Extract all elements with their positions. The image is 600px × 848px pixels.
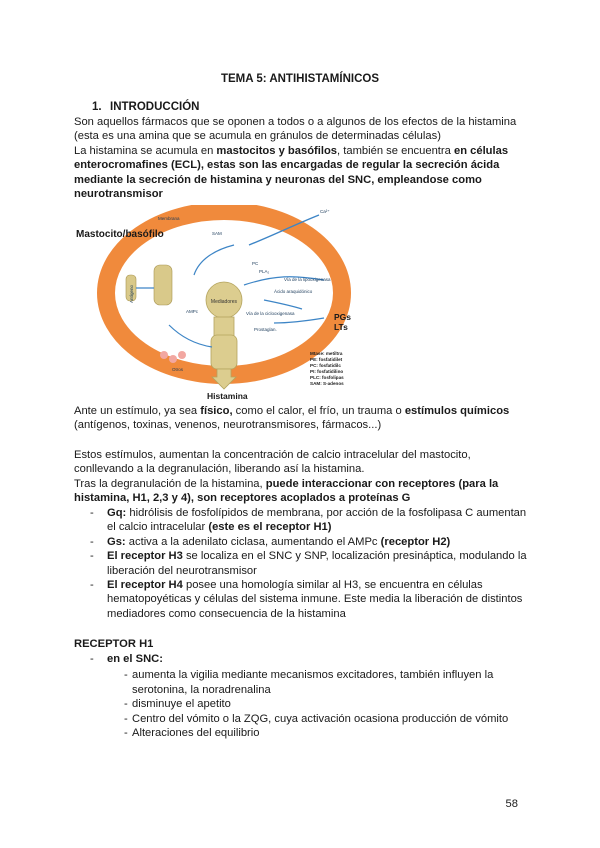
snc-item: [74, 652, 530, 666]
pla2-label: PLA₂: [259, 269, 270, 274]
receptor-item: [74, 506, 530, 535]
calcium-text: Estos estímulos, aumentan la concentración de calcio intracelular del mastocito, conllevando a la degranulación, liberando así la histamina.: [74, 449, 471, 476]
text-run: hidrólisis de fosfolípidos de membrana, por acción de la fosfolipasa C aumentan el calcio intracelular: [107, 507, 527, 534]
otros-label: Otros: [172, 367, 184, 372]
bold-run: en células enterocromafines (ECL), estas son las encargadas de regular la secreción ácida mediante la secreción de histamina y neuronas del SNC, empleandose como neurotransmisor: [74, 144, 509, 201]
text-run: disminuye el apetito: [132, 698, 231, 711]
figure-legend: [310, 351, 344, 387]
text-run: La histamina se acumula en: [74, 144, 217, 157]
text-run: como el calor, el frío, un trauma o: [232, 405, 405, 417]
bold-run: Gq:: [107, 507, 127, 519]
mast-cell-figure: [74, 205, 370, 401]
text-run: aumenta la vigilia mediante mecanismos excitadores, también influyen la serotonina, la noradrenalina: [132, 669, 494, 696]
section-number: 1.: [92, 101, 102, 113]
lts-label: LTs: [334, 322, 348, 332]
calcium-paragraph: [74, 448, 530, 506]
snc-label: en el SNC:: [107, 653, 163, 665]
text-run: , también se encuentra: [337, 144, 454, 157]
legend-item: PLC: fosfolipas: [310, 375, 344, 380]
bold-run: (receptor H2): [380, 535, 451, 548]
prostag-label: Prostaglan.: [254, 327, 277, 332]
receptor-shape: [154, 265, 172, 305]
h1-heading: RECEPTOR H1: [74, 638, 154, 650]
sam-label: SAM: [212, 231, 222, 236]
bold-run: Gs:: [107, 535, 126, 548]
receptor-item: [74, 578, 530, 621]
text-run: (antígenos, toxinas, venenos, neurotransmisores, fármacos...): [74, 419, 382, 432]
bold-run: (este es el receptor H1): [208, 521, 332, 534]
intro-paragraph-2: [74, 144, 530, 202]
bold-run: mastocitos y basófilos: [216, 144, 338, 157]
text-run: Alteraciones del equilibrio: [132, 727, 260, 740]
center-label: Mediadores: [210, 299, 238, 305]
receptor-item: [74, 535, 530, 549]
h1-effect-item: - Centro del vómito o la ZQG, cuya activación ocasiona producción de vómito: [124, 712, 509, 725]
pgs-label: PGs: [334, 312, 352, 322]
bold-run: puede interaccionar con receptores (para la histamina, H1, 2,3 y 4), son receptores acoplados a proteínas G: [74, 477, 499, 505]
text-run: Tras la degranulación de la histamina,: [74, 477, 266, 490]
text-run: posee una homología similar al H3, se encuentra en células hematopoyéticas y células del sistema inmune. Este media la liberación de distintos mediadores como consecuencia de la histamina: [107, 579, 523, 620]
histamine-label: Histamina: [207, 391, 248, 401]
bold-run: El receptor H4: [107, 579, 183, 592]
text-run: activa a la adenilato ciclasa, aumentando el AMPc: [125, 535, 381, 548]
cox-label: Vía de la ciclooxigenasa: [246, 311, 295, 316]
legend-item: PC: fosfatidilc: [310, 363, 341, 368]
h1-top-list: [74, 652, 530, 666]
legend-item: Mtase: metiltra: [310, 351, 343, 356]
bold-run: físico,: [200, 405, 233, 417]
page-number: 58: [505, 798, 518, 810]
ampc-label: AMPc: [186, 309, 199, 314]
legend-item: PE: fosfatidilet: [310, 357, 343, 362]
h1-effect-item: - aumenta la vigilia mediante mecanismos excitadores, también influyen la serotonina, la noradrenalina: [124, 669, 494, 696]
mediators-output: [334, 312, 351, 332]
pc-label: PC: [252, 261, 259, 266]
stimulus-paragraph: [74, 404, 530, 433]
h1-effect-item: - Alteraciones del equilibrio: [124, 727, 260, 740]
legend-item: SAM: S-adenos: [310, 381, 344, 386]
figure-label: Mastocito/basófilo: [76, 229, 164, 240]
degranulation-text: [74, 477, 530, 506]
intro-block: [74, 115, 530, 201]
antigen-label: Antígeno: [129, 284, 134, 303]
h1-list: [74, 652, 530, 740]
stimulus-text: [74, 404, 530, 433]
page-title: TEMA 5: ANTIHISTAMÍNICOS: [220, 73, 379, 85]
membrane-label: Membrana: [158, 216, 180, 221]
receptor-list: [74, 506, 530, 621]
calcium-label: Ca²⁺: [320, 209, 330, 214]
lox-label: Vía de la lipooxigenasa: [284, 277, 331, 282]
bold-run: estímulos químicos: [404, 405, 510, 417]
legend-item: PI: fosfatidilino: [310, 369, 344, 374]
h1-effect-item: - disminuye el apetito: [124, 698, 231, 711]
section-heading: [92, 100, 199, 114]
receptor-item: [74, 549, 530, 578]
text-run: se localiza en el SNC y SNP, localización presináptica, modulando la liberación del neurotransmisor: [107, 550, 527, 577]
text-run: Centro del vómito o la ZQG, cuya activación ocasiona producción de vómito: [132, 712, 509, 725]
intro-paragraph-1: Son aquellos fármacos que se oponen a todos o a algunos de los efectos de la histamina (esta es una amina que se acumula en gránulos de determinadas células): [74, 116, 517, 143]
receptor-items: [74, 506, 530, 621]
section-title: INTRODUCCIÓN: [110, 101, 200, 113]
bold-run: El receptor H3: [107, 550, 183, 563]
h1-effects-list: [74, 668, 530, 740]
text-run: Ante un estímulo, ya sea: [74, 405, 201, 417]
araq-label: Ácido araquidónico: [274, 289, 313, 294]
